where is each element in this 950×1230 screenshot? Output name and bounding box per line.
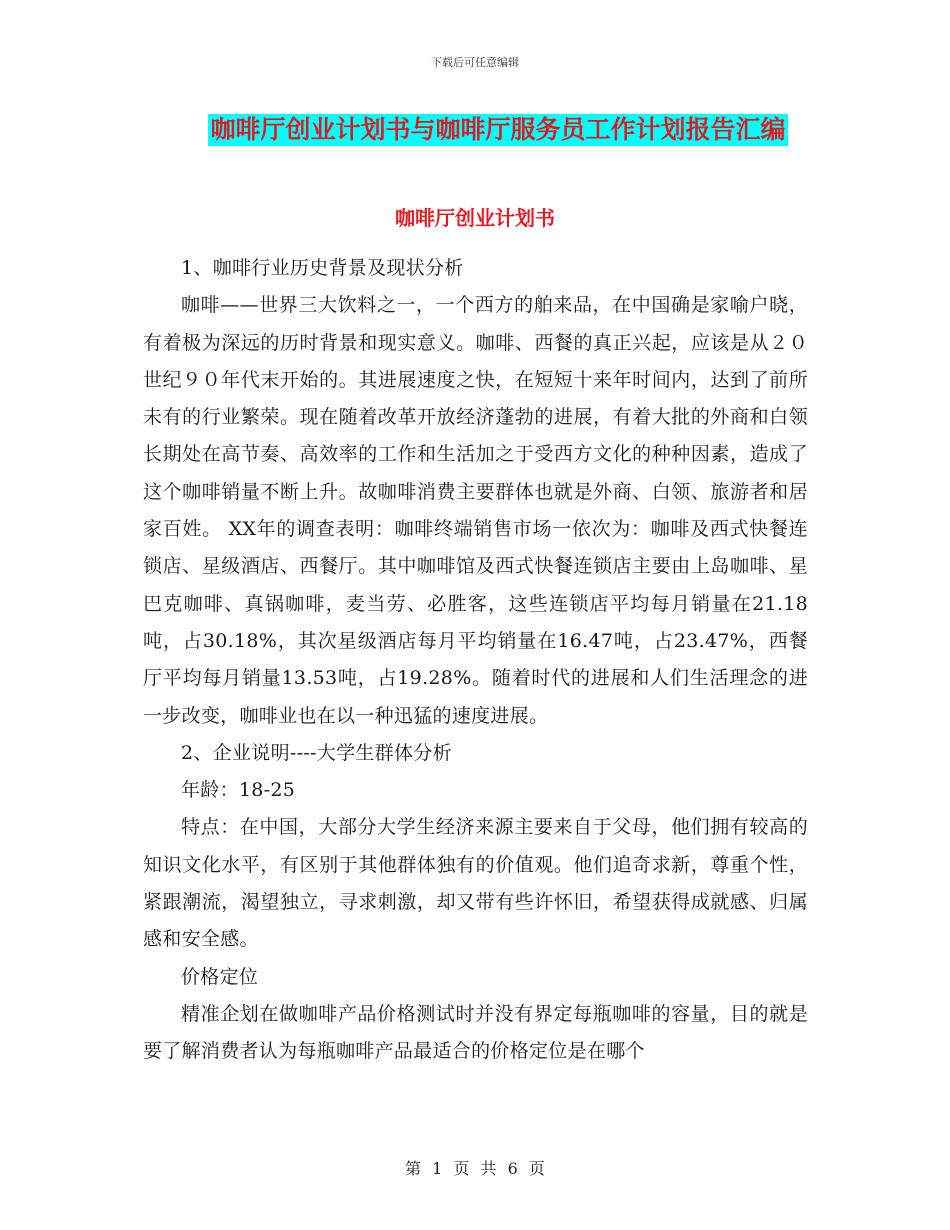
page-footer: 第 1 页 共 6 页: [405, 1159, 545, 1178]
document-title-container: [0, 114, 950, 146]
paragraph-heading-1: 1、咖啡行业历史背景及现状分析: [181, 257, 464, 279]
paragraph-heading-3: 价格定位: [181, 965, 259, 988]
paragraph: 特点：在中国，大部分大学生经济来源主要来自于父母，他们拥有较高的知识文化水平，有区别于其他群体独有的价值观。他们追奇求新，尊重个性，紧跟潮流，渴望独立，寻求刺激，却又带有些许怀旧，希望获得成就感、归属感和安全感。: [143, 816, 808, 951]
section-title: 咖啡厅创业计划书: [395, 206, 555, 230]
page-header-note: 下载后可任意编辑: [431, 56, 519, 69]
paragraph-heading-2: 2、企业说明----大学生群体分析: [181, 741, 452, 764]
paragraph: 精准企划在做咖啡产品价格测试时并没有界定每瓶咖啡的容量，目的就是要了解消费者认为每瓶咖啡产品最适合的价格定位是在哪个: [143, 1002, 808, 1063]
document-title: 咖啡厅创业计划书与咖啡厅服务员工作计划报告汇编: [210, 115, 786, 144]
document-body: [143, 250, 808, 1071]
paragraph: 年龄：18-25: [181, 779, 296, 802]
paragraph: 咖啡——世界三大饮料之一，一个西方的舶来品，在中国确是家喻户晓，有着极为深远的历时背景和现实意义。咖啡、西餐的真正兴起，应该是从２０世纪９０年代末开始的。其进展速度之快，在短短十来年时间内，达到了前所未有的行业繁荣。现在随着改革开放经济蓬勃的进展，有着大批的外商和白领长期处在高节奏、高效率的工作和生活加之于受西方文化的种种因素，造成了这个咖啡销量不断上升。故咖啡消费主要群体也就是外商、白领、旅游者和居家百姓。 XX年的调查表明：咖啡终端销售市场一依次为：咖啡及西式快餐连锁店、星级酒店、西餐厅。其中咖啡馆及西式快餐连锁店主要由上岛咖啡、星巴克咖啡、真锅咖啡，麦当劳、必胜客，这些连锁店平均每月销量在21.18吨，占30.18%，其次星级酒店每月平均销量在16.47吨，占23.47%，西餐厅平均每月销量13.53吨，占19.28%。随着时代的进展和人们生活理念的进一步改变，咖啡业也在以一种迅猛的速度进展。: [143, 294, 808, 727]
